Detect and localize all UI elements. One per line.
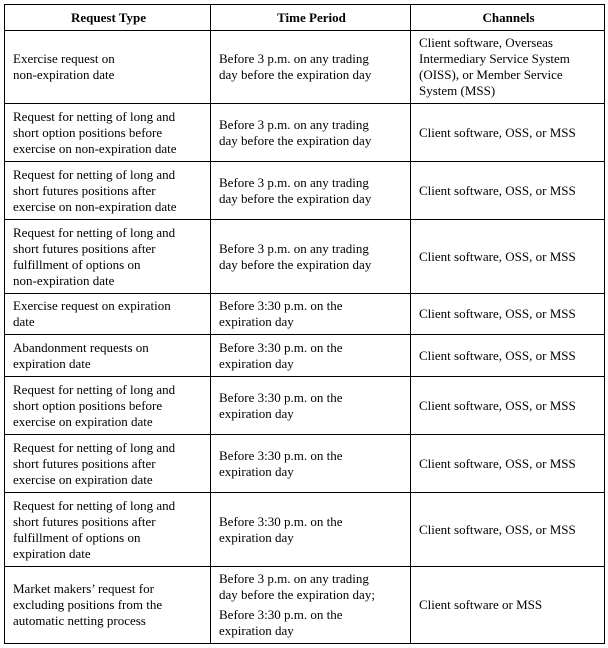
time-period-cell	[211, 294, 411, 335]
cell-line: Client software, Overseas	[419, 35, 553, 50]
cell-line: Client software, OSS, or MSS	[419, 182, 576, 198]
header-time-period: Time Period	[211, 5, 411, 31]
time-period-cell	[211, 31, 411, 104]
channels-cell	[411, 220, 605, 294]
cell-line: Client software, OSS, or MSS	[419, 124, 576, 140]
channels-cell	[411, 294, 605, 335]
cell-line: Market makers’ request for	[13, 581, 154, 596]
cell-line: Request for netting of long and	[13, 166, 176, 182]
cell-line: Request for netting of long and	[13, 439, 176, 455]
cell-line: exercise on expiration date	[13, 471, 153, 487]
cell-line: expiration day	[219, 623, 294, 638]
channels-cell	[411, 31, 605, 104]
cell-line: Client software, OSS, or MSS	[419, 347, 576, 363]
request-type-cell	[5, 377, 211, 435]
request-type-cell	[5, 435, 211, 493]
channels-cell	[411, 435, 605, 493]
request-type-cell	[5, 162, 211, 220]
cell-line: Request for netting of long and	[13, 381, 176, 397]
request-table	[4, 4, 605, 644]
cell-line: Request for netting of long and	[13, 108, 176, 124]
cell-line: fulfillment of options on	[13, 529, 141, 545]
cell-line: short futures positions after	[13, 455, 156, 471]
channels-cell	[411, 493, 605, 567]
time-period-cell	[211, 435, 411, 493]
request-type-cell	[5, 335, 211, 377]
cell-line: exercise on expiration date	[13, 413, 153, 429]
table-row	[5, 435, 605, 493]
cell-line: expiration day	[219, 314, 294, 329]
cell-line: expiration day	[219, 529, 294, 545]
cell-line: Client software or MSS	[419, 597, 543, 612]
cell-line: day before the expiration day	[219, 132, 372, 148]
cell-line: Client software, OSS, or MSS	[419, 397, 576, 413]
cell-line: short futures positions after	[13, 240, 156, 256]
cell-line: short futures positions after	[13, 182, 156, 198]
cell-line: Abandonment requests on	[13, 339, 149, 355]
request-type-cell	[5, 294, 211, 335]
cell-line: date	[13, 314, 35, 329]
cell-line: Before 3 p.m. on any trading	[219, 174, 369, 190]
cell-line: Before 3:30 p.m. on the	[219, 607, 343, 622]
time-period-cell	[211, 162, 411, 220]
cell-line: Request for netting of long and	[13, 497, 176, 513]
table-row	[5, 377, 605, 435]
cell-line: excluding positions from the	[13, 597, 163, 612]
table-row	[5, 567, 605, 644]
cell-line: day before the expiration day	[219, 256, 372, 272]
cell-line: Before 3:30 p.m. on the	[219, 513, 343, 529]
cell-line: Before 3 p.m. on any trading	[219, 116, 369, 132]
time-period-cell	[211, 335, 411, 377]
table-row	[5, 31, 605, 104]
table-row	[5, 220, 605, 294]
cell-line: Client software, OSS, or MSS	[419, 455, 576, 471]
table-row	[5, 162, 605, 220]
cell-line: Intermediary Service System	[419, 51, 570, 66]
request-type-cell	[5, 104, 211, 162]
table-row	[5, 294, 605, 335]
cell-line: Before 3 p.m. on any trading	[219, 240, 369, 256]
request-type-cell	[5, 220, 211, 294]
channels-cell	[411, 567, 605, 644]
time-period-cell	[211, 220, 411, 294]
cell-line: Before 3:30 p.m. on the	[219, 339, 343, 355]
cell-line: Request for netting of long and	[13, 224, 176, 240]
cell-line: day before the expiration day;	[219, 587, 375, 602]
cell-line: day before the expiration day	[219, 190, 372, 206]
time-period-cell	[211, 567, 411, 644]
cell-line: Exercise request on expiration	[13, 298, 171, 313]
cell-line: fulfillment of options on	[13, 256, 141, 272]
cell-line: expiration date	[13, 545, 91, 561]
channels-cell	[411, 104, 605, 162]
cell-line: Before 3:30 p.m. on the	[219, 447, 343, 463]
cell-line: (OISS), or Member Service	[419, 67, 563, 82]
cell-line: non-expiration date	[13, 272, 115, 288]
cell-line: automatic netting process	[13, 613, 146, 628]
cell-line: Client software, OSS, or MSS	[419, 248, 576, 264]
cell-line: Before 3:30 p.m. on the	[219, 298, 343, 313]
cell-line: exercise on non-expiration date	[13, 140, 177, 156]
cell-line: expiration day	[219, 405, 294, 421]
request-type-cell	[5, 493, 211, 567]
cell-line: non-expiration date	[13, 67, 115, 82]
cell-line: Before 3:30 p.m. on the	[219, 389, 343, 405]
table-row	[5, 493, 605, 567]
request-type-cell	[5, 567, 211, 644]
table-row	[5, 335, 605, 377]
cell-line: short option positions before	[13, 124, 163, 140]
cell-line: Exercise request on	[13, 51, 115, 66]
channels-cell	[411, 377, 605, 435]
header-request-type: Request Type	[5, 5, 211, 31]
time-period-cell	[211, 377, 411, 435]
cell-line: expiration day	[219, 463, 294, 479]
channels-cell	[411, 335, 605, 377]
cell-line: Before 3 p.m. on any trading	[219, 571, 369, 586]
request-type-cell	[5, 31, 211, 104]
time-period-cell	[211, 493, 411, 567]
cell-line: Client software, OSS, or MSS	[419, 521, 576, 537]
channels-cell	[411, 162, 605, 220]
cell-line: System (MSS)	[419, 83, 496, 98]
cell-line: exercise on non-expiration date	[13, 198, 177, 214]
header-row	[5, 5, 605, 31]
cell-line: short futures positions after	[13, 513, 156, 529]
cell-line: expiration date	[13, 355, 91, 371]
time-period-cell	[211, 104, 411, 162]
cell-line: Client software, OSS, or MSS	[419, 306, 576, 321]
header-channels: Channels	[411, 5, 605, 31]
cell-line: short option positions before	[13, 397, 163, 413]
cell-line: expiration day	[219, 355, 294, 371]
cell-line: day before the expiration day	[219, 67, 372, 82]
cell-line: Before 3 p.m. on any trading	[219, 51, 369, 66]
table-row	[5, 104, 605, 162]
